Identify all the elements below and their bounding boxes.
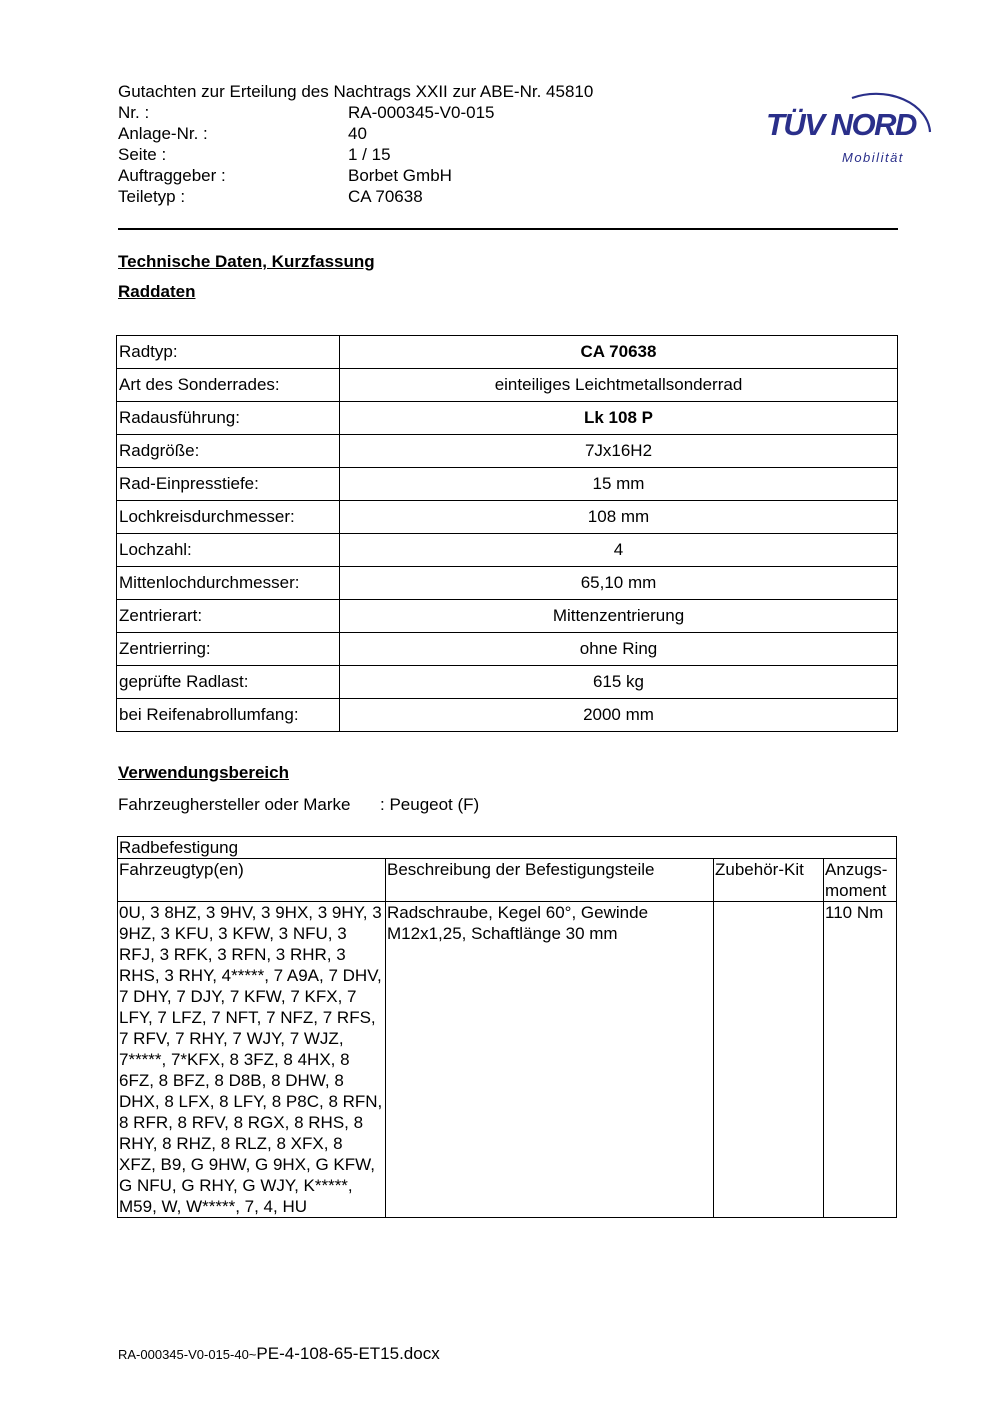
table-row (117, 402, 898, 435)
torque-cell: 110 Nm (824, 902, 897, 1218)
report-title: Gutachten zur Erteilung des Nachtrags XXII zur ABE-Nr. 45810 (118, 82, 594, 101)
property-value: 15 mm (340, 468, 898, 501)
tuv-nord-logo (760, 58, 945, 173)
property-value: 4 (340, 534, 898, 567)
header-label: Nr. : (118, 103, 150, 122)
header-value: RA-000345-V0-015 (348, 103, 495, 122)
property-value: CA 70638 (340, 336, 898, 369)
document-header (118, 81, 593, 207)
table-row (117, 699, 898, 732)
header-value: 1 / 15 (348, 145, 391, 164)
logo-wordmark: TÜV NORD (766, 107, 916, 142)
accessory-kit-cell (714, 902, 824, 1218)
vehicle-types-cell: 0U, 3 8HZ, 3 9HV, 3 9HX, 3 9HY, 3 9HZ, 3 KFU, 3 KFW, 3 NFU, 3 RFJ, 3 RFK, 3 RFN, 3 RHR, 3 RHS, 3 RHY, 4*****, 7 A9A, 7 DHV, 7 DHY, 7 DJY, 7 KFW, 7 KFX, 7 LFY, 7 LFZ, 7 NFT, 7 NFZ, 7 RFS, 7 RFV, 7 RHY, 7 WJY, 7 WJZ, 7*****, 7*KFX, 8 3FZ, 8 4HX, 8 6FZ, 8 BFZ, 8 D8B, 8 DHW, 8 DHX, 8 LFX, 8 LFY, 8 P8C, 8 RFN, 8 RFR, 8 RFV, 8 RGX, 8 RHS, 8 RHY, 8 RHZ, 8 RLZ, 8 XFX, 8 XFZ, B9, G 9HW, G 9HX, G KFW, G NFU, G RHY, G WJY, K*****, M59, W, W*****, 7, 4, HU (118, 902, 386, 1218)
property-value: einteiliges Leichtmetallsonderrad (340, 369, 898, 402)
property-label: Mittenlochdurchmesser: (117, 567, 340, 600)
property-label: geprüfte Radlast: (117, 666, 340, 699)
table-row (117, 600, 898, 633)
table-row (117, 336, 898, 369)
property-label: Radtyp: (117, 336, 340, 369)
section-heading-technical: Technische Daten, Kurzfassung (118, 252, 375, 271)
table-row (117, 633, 898, 666)
table-row (117, 666, 898, 699)
table-header-row (118, 859, 897, 902)
property-value: 2000 mm (340, 699, 898, 732)
column-header: Beschreibung der Befestigungsteile (386, 859, 714, 902)
table-row (117, 567, 898, 600)
fastener-description-cell: Radschraube, Kegel 60°, Gewinde M12x1,25, Schaftlänge 30 mm (386, 902, 714, 1218)
table-row (118, 902, 897, 1218)
table-row (117, 534, 898, 567)
footer-filename (118, 1344, 440, 1364)
header-row-seite (118, 144, 593, 165)
footer-prefix: RA-000345-V0-015-40~ (118, 1347, 257, 1362)
column-header: Zubehör-Kit (714, 859, 824, 902)
mounting-table (117, 836, 897, 1218)
property-label: Lochkreisdurchmesser: (117, 501, 340, 534)
property-label: Zentrierring: (117, 633, 340, 666)
header-value: CA 70638 (348, 187, 423, 206)
header-label: Seite : (118, 145, 167, 164)
header-row-teiletyp (118, 186, 593, 207)
header-label: Anlage-Nr. : (118, 124, 208, 143)
property-label: Zentrierart: (117, 600, 340, 633)
wheel-data-table (116, 335, 898, 732)
manufacturer-value: : Peugeot (F) (380, 795, 480, 814)
property-label: Rad-Einpresstiefe: (117, 468, 340, 501)
header-label: Teiletyp : (118, 187, 186, 206)
property-value: 108 mm (340, 501, 898, 534)
property-value: ohne Ring (340, 633, 898, 666)
footer-file: PE-4-108-65-ET15.docx (256, 1344, 440, 1363)
property-label: bei Reifenabrollumfang: (117, 699, 340, 732)
header-value: Borbet GmbH (348, 166, 452, 185)
header-row-anlage (118, 123, 593, 144)
column-header: Fahrzeugtyp(en) (118, 859, 386, 902)
property-label: Radgröße: (117, 435, 340, 468)
header-label: Auftraggeber : (118, 166, 226, 185)
table-row (117, 468, 898, 501)
property-label: Radausführung: (117, 402, 340, 435)
header-value: 40 (348, 124, 367, 143)
property-label: Lochzahl: (117, 534, 340, 567)
property-value: 615 kg (340, 666, 898, 699)
header-row-nr (118, 102, 593, 123)
mounting-title: Radbefestigung (118, 837, 897, 859)
manufacturer-line (118, 795, 479, 815)
table-row (117, 435, 898, 468)
logo-subtitle: Mobilität (842, 150, 904, 165)
column-header: Anzugs-moment (824, 859, 897, 902)
section-heading-wheel: Raddaten (118, 282, 196, 301)
table-row (117, 501, 898, 534)
property-value: Mittenzentrierung (340, 600, 898, 633)
property-label: Art des Sonderrades: (117, 369, 340, 402)
property-value: Lk 108 P (340, 402, 898, 435)
manufacturer-label: Fahrzeughersteller oder Marke (118, 795, 351, 814)
section-heading-usage: Verwendungsbereich (118, 763, 289, 782)
table-title-row (118, 837, 897, 859)
property-value: 65,10 mm (340, 567, 898, 600)
property-value: 7Jx16H2 (340, 435, 898, 468)
header-divider (118, 228, 898, 230)
table-row (117, 369, 898, 402)
header-row-auftraggeber (118, 165, 593, 186)
